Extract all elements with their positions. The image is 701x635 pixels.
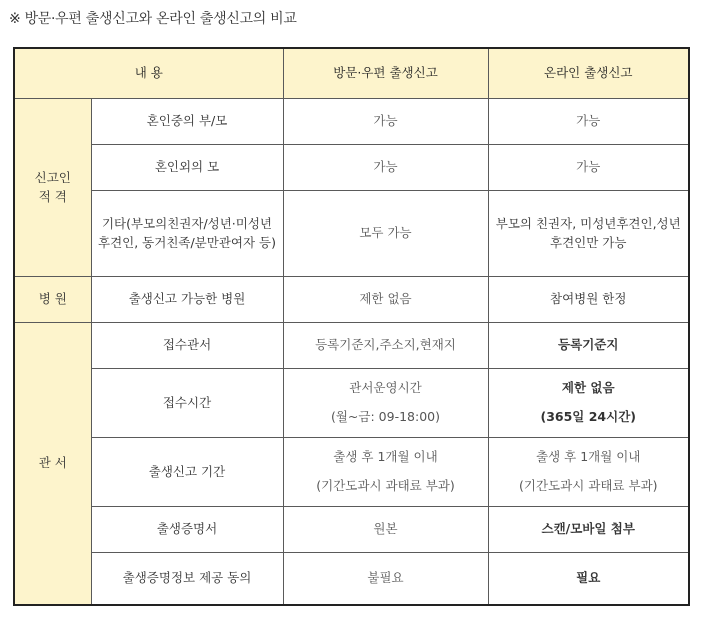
- table-row: [14, 191, 689, 277]
- table-row: [14, 145, 689, 191]
- row-item: 출생증명정보 제공 동의: [91, 553, 283, 606]
- page-title: ※ 방문·우편 출생신고와 온라인 출생신고의 비교: [9, 11, 297, 27]
- table-row: [14, 553, 689, 606]
- row-visit-value-line1: 관서운영시간: [349, 380, 422, 396]
- row-online-value: 가능: [488, 99, 689, 145]
- row-item: 출생증명서: [91, 507, 283, 553]
- row-visit-value: [283, 369, 488, 438]
- table-row: [14, 323, 689, 369]
- row-visit-value-line1: 출생 후 1개월 이내: [333, 449, 438, 465]
- table-row: [14, 438, 689, 507]
- table-row: [14, 277, 689, 323]
- row-online-value: [488, 369, 689, 438]
- row-online-value-line1: 출생 후 1개월 이내: [536, 449, 641, 465]
- group-eligibility-line2: 적 격: [38, 188, 67, 204]
- group-eligibility-line1: 신고인: [34, 169, 71, 185]
- row-item: 혼인중의 부/모: [91, 99, 283, 145]
- row-online-value-line1: 제한 없음: [561, 380, 615, 396]
- group-eligibility: [14, 99, 91, 277]
- header-online: 온라인 출생신고: [488, 48, 689, 99]
- row-online-value: 참여병원 한정: [488, 277, 689, 323]
- table-row: [14, 507, 689, 553]
- row-visit-value: [283, 438, 488, 507]
- row-visit-value-line2: (월~금: 09-18:00): [330, 409, 440, 424]
- row-visit-value: 가능: [283, 145, 488, 191]
- row-online-value: 등록기준지: [488, 323, 689, 369]
- table-row: [14, 99, 689, 145]
- header-visit: 방문·우편 출생신고: [283, 48, 488, 99]
- row-online-value: 필요: [488, 553, 689, 606]
- row-online-value-line2: (기간도과시 과태료 부과): [519, 478, 658, 493]
- group-hospital: 병 원: [14, 277, 91, 323]
- row-online-value: 부모의 친권자, 미성년후견인,성년후견인만 가능: [488, 191, 689, 277]
- comparison-table: [13, 47, 690, 606]
- header-content: 내 용: [14, 48, 283, 99]
- table-header-row: [14, 48, 689, 99]
- row-item: 접수관서: [91, 323, 283, 369]
- row-visit-value-line2: (기간도과시 과태료 부과): [316, 478, 455, 493]
- row-online-value: [488, 438, 689, 507]
- row-online-value-line2: (365일 24시간): [540, 409, 636, 424]
- table-row: [14, 369, 689, 438]
- row-online-value: 가능: [488, 145, 689, 191]
- row-item: 혼인외의 모: [91, 145, 283, 191]
- row-visit-value: 불필요: [283, 553, 488, 606]
- row-item: 출생신고 가능한 병원: [91, 277, 283, 323]
- row-item: 출생신고 기간: [91, 438, 283, 507]
- row-visit-value: 등록기준지,주소지,현재지: [283, 323, 488, 369]
- row-visit-value: 모두 가능: [283, 191, 488, 277]
- row-online-value: 스캔/모바일 첨부: [488, 507, 689, 553]
- row-visit-value: 제한 없음: [283, 277, 488, 323]
- row-visit-value: 원본: [283, 507, 488, 553]
- row-visit-value: 가능: [283, 99, 488, 145]
- row-item: 기타(부모의친권자/성년·미성년 후견인, 동거친족/분만관여자 등): [91, 191, 283, 277]
- row-item: 접수시간: [91, 369, 283, 438]
- group-office: 관 서: [14, 323, 91, 606]
